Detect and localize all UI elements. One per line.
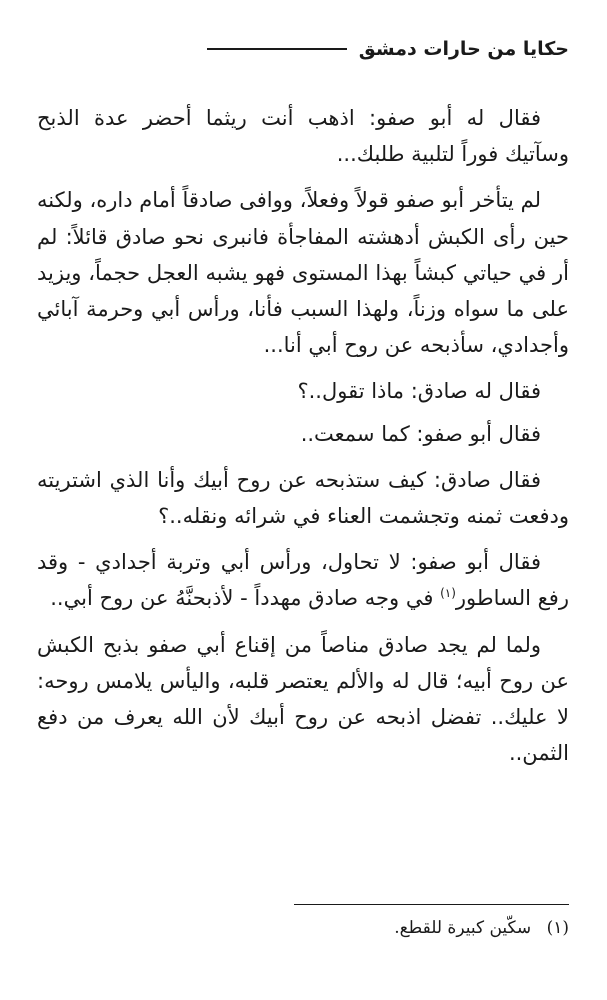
footnote-text: سكّين كبيرة للقطع. xyxy=(394,918,532,938)
page-title: حكايا من حارات دمشق xyxy=(358,38,569,60)
header-rule xyxy=(207,48,347,50)
footnote-reference: (١) xyxy=(440,586,456,601)
footnote xyxy=(394,918,569,938)
paragraph: فقال له صادق: ماذا تقول..؟ xyxy=(297,379,541,404)
paragraph-text: فقال أبو صفو: لا تحاول، ورأس أبي وتربة أجدادي - وقد رفع الساطور xyxy=(37,550,569,611)
paragraph: فقال صادق: كيف ستذبحه عن روح أبيك وأنا الذي اشتريته ودفعت ثمنه وتجشمت العناء في شرائه ونقله..؟ xyxy=(37,467,569,529)
paragraph: لم يتأخر أبو صفو قولاً وفعلاً، ووافى صادقاً أمام داره، ولكنه حين رأى الكبش أدهشته المفاجأة فانبرى نحو صادق قائلاً: لم أر في حياتي كبشاً بهذا المستوى فهو يشبه العجل حجماً، ويزيد على ما سواه وزناً، ولهذا السبب فأنا، ورأس أبي وحرمة آبائي وأجدادي، سأذبحه عن روح أبي أنا... xyxy=(37,188,569,358)
footnote-number: (١) xyxy=(546,918,569,938)
body-text xyxy=(37,100,569,781)
running-header xyxy=(207,38,569,60)
paragraph-text: في وجه صادق مهدداً - لأذبحنَّهُ عن روح أبي.. xyxy=(50,586,441,611)
paragraph-with-footnote xyxy=(37,544,569,616)
footnote-rule xyxy=(294,904,569,905)
paragraph: فقال أبو صفو: كما سمعت.. xyxy=(300,421,541,446)
paragraph: فقال له أبو صفو: اذهب أنت ريثما أحضر عدة الذبح وسآتيك فوراً لتلبية طلبك... xyxy=(37,106,569,167)
paragraph: ولما لم يجد صادق مناصاً من إقناع أبي صفو بذبح الكبش عن روح أبيه؛ قال له والألم يعتصر قلبه، واليأس يلامس روحه: لا عليك.. تفضل اذبحه عن روح أبيك لأن الله يعرف من دفع الثمن.. xyxy=(37,632,569,766)
